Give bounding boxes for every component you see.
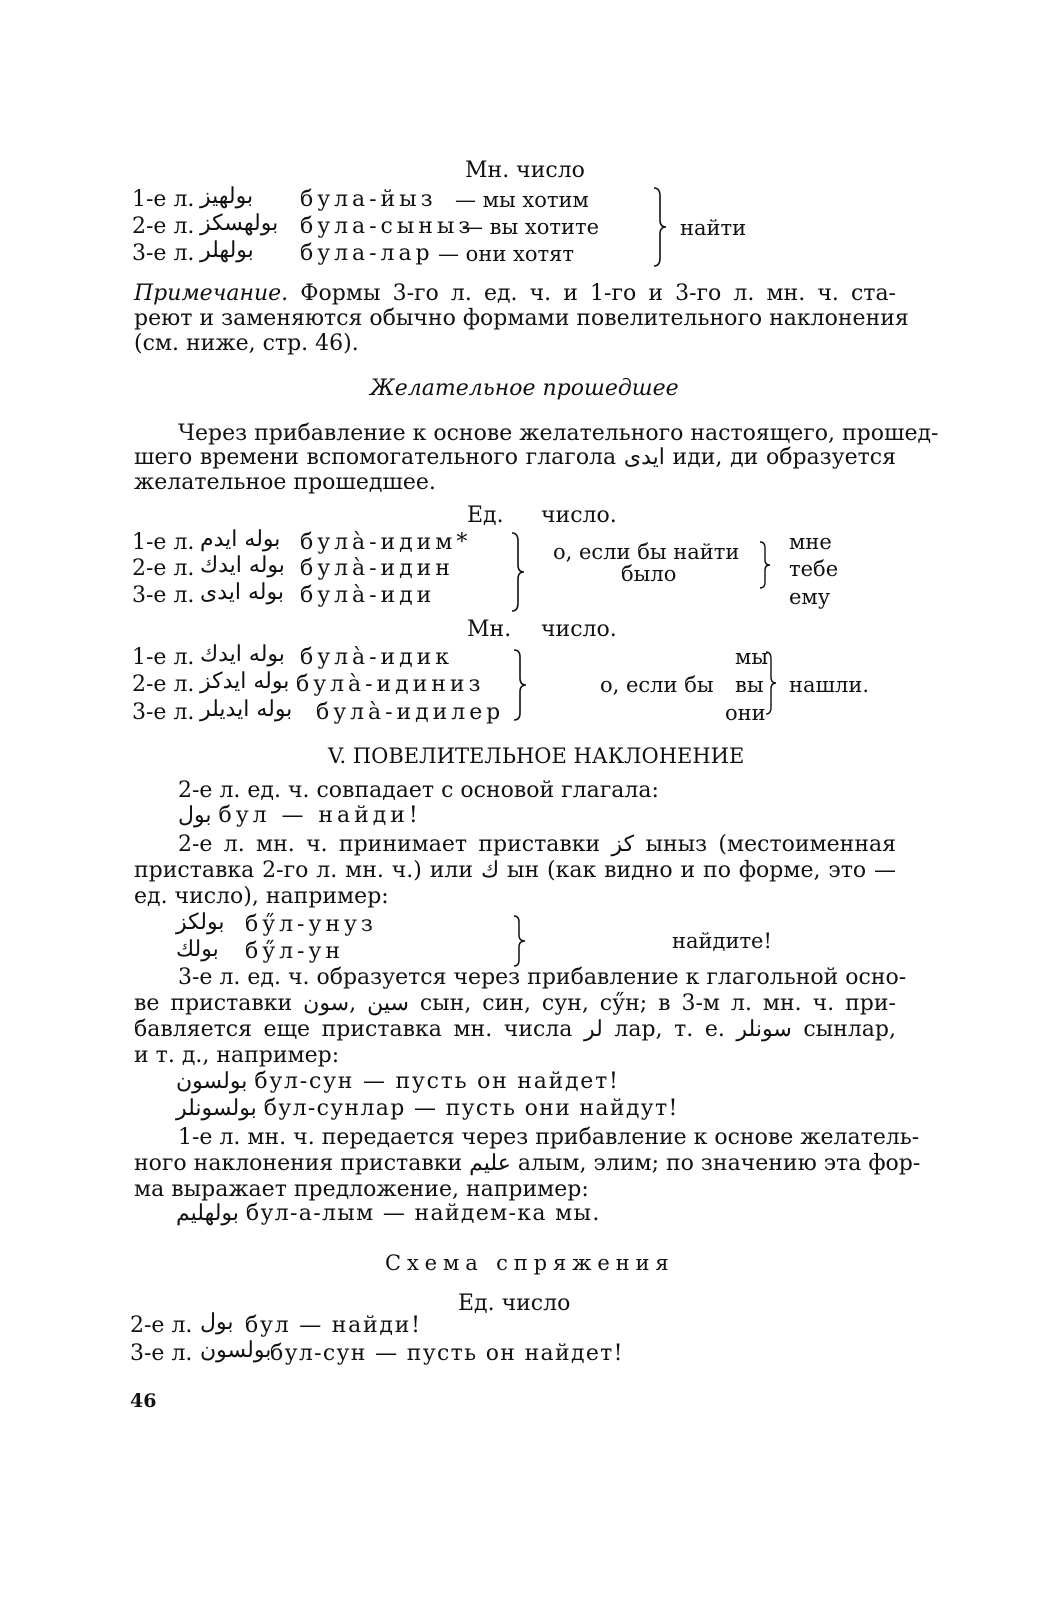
singular-mid-line2: было (621, 562, 677, 586)
note-line (134, 281, 896, 306)
person-label: 1-е л. (132, 530, 195, 555)
translit: бӳл-ун (245, 939, 344, 964)
arabic-word: بولکز (176, 910, 225, 935)
arabic-word: بولسونلر (176, 1096, 257, 1121)
paragraph-line: ного наклонения приставки علیم алым, элим; по значению эта фор- (134, 1151, 921, 1176)
note-line: (см. ниже, стр. 46). (134, 331, 359, 356)
right-brace (764, 650, 780, 716)
note-line-1-text: Формы 3-го л. ед. ч. и 1-го и 3-го л. мн. ч. ста- (300, 281, 896, 306)
translit: була-лар (300, 241, 434, 266)
right-brace (652, 186, 672, 268)
example-text: бул-а-лым — найдем-ка мы. (245, 1201, 601, 1226)
singular-mid-line1: о, если бы найти (553, 540, 740, 564)
translit: булà-идим* (300, 530, 472, 555)
person-label: 1-е л. (132, 187, 195, 212)
example-line (176, 1201, 601, 1226)
arabic-word: بوله ایدی (200, 580, 284, 605)
arabic-word: بولهیز (200, 184, 254, 209)
paragraph-line: желательное прошедшее. (134, 470, 436, 495)
person-label: 2-е л. (132, 556, 195, 581)
paragraph-line: ма выражает предложение, например: (134, 1177, 589, 1202)
example-text: бул — найди! (218, 803, 422, 828)
right-brace (512, 648, 532, 722)
scheme-title: Схема спряжения (385, 1251, 675, 1275)
section-title: V. ПОВЕЛИТЕЛЬНОЕ НАКЛОНЕНИЕ (328, 744, 745, 768)
paragraph-line: 2-е л. мн. ч. принимает приставки کز ыныз (местоименная (178, 832, 896, 857)
pronoun: они (725, 701, 766, 725)
paragraph-line: ве приставки سین ,سون сын, син, сун, сӳн; в 3-м л. мн. ч. при- (134, 991, 896, 1016)
paragraph-line: шего времени вспомогательного глагола ایدی иди, ди образуется (134, 445, 896, 470)
right-brace (510, 531, 530, 613)
arabic-word: بوله ایدك (200, 642, 285, 667)
paragraph-line: приставка 2-го л. мн. ч.) или ك ын (как видно и по форме, это — (134, 858, 896, 883)
section-title: Желательное прошедшее (370, 376, 679, 401)
scheme-text: бул-сун — пусть он найдет! (270, 1341, 624, 1366)
arabic-word: بولهسکز (200, 211, 279, 236)
arabic-word: بولك (176, 937, 219, 962)
arabic-word: بوله ایدك (200, 553, 285, 578)
arabic-word: بولسون (200, 1338, 272, 1363)
plural-header: Мн. число (465, 158, 585, 183)
person-label: 1-е л. (132, 645, 195, 670)
note-label: Примечание. (134, 281, 289, 306)
translit: була-сыныз (300, 214, 475, 239)
person-label: 2-е л. (132, 214, 195, 239)
arabic-word: بولهلر (200, 238, 254, 263)
note-line: реют и заменяются обычно формами повелительного наклонения (134, 306, 909, 331)
person-label: 3-е л. (132, 583, 195, 608)
arabic-word: بول (200, 1310, 234, 1335)
person-label: 2-е л. (130, 1313, 193, 1338)
person-label: 3-е л. (132, 241, 195, 266)
right-word: тебе (789, 557, 839, 581)
plural-right: нашли. (789, 673, 870, 697)
paragraph-line: бавляется еще приставка мн. числа لر лар, т. е. سونلر сынлар, (134, 1017, 896, 1042)
translit: булà-идин (300, 556, 454, 581)
translit: бӳл-унуз (245, 912, 377, 937)
person-label: 3-е л. (132, 700, 195, 725)
pronoun: вы (735, 673, 764, 697)
meaning: — вы хотите (462, 215, 600, 239)
example-text: бул-сунлар — пусть они найдут! (263, 1096, 679, 1121)
translit: булà-идик (300, 645, 453, 670)
singular-header-left: Ед. (467, 503, 504, 528)
right-word: ему (789, 585, 831, 609)
arabic-word: بوله ایدکز (200, 669, 290, 694)
arabic-word: بوله ایدم (200, 527, 281, 552)
example-line (176, 1069, 620, 1094)
bracket-label: найти (680, 216, 747, 240)
imperative-line: 2-е л. ед. ч. совпадает с основой глагала: (178, 778, 659, 803)
person-label: 2-е л. (132, 672, 195, 697)
arabic-word: بولسون (176, 1069, 248, 1094)
right-brace (512, 914, 530, 968)
plural-mid-prefix: о, если бы (600, 673, 714, 697)
pronoun: мы (735, 645, 769, 669)
arabic-word: بوله ایدیلر (200, 697, 293, 722)
paragraph-line: 3-е л. ед. ч. образуется через прибавление к глагольной осно- (178, 965, 907, 990)
right-brace (758, 540, 774, 590)
page-number: 46 (130, 1390, 157, 1412)
right-word: мне (789, 530, 832, 554)
translit: булà-иди (300, 583, 436, 608)
example-line (178, 803, 422, 828)
scheme-header: Ед. число (458, 1291, 571, 1316)
examples-meaning: найдите! (672, 929, 772, 953)
plural-header-right: число. (541, 617, 617, 642)
example-line (176, 1096, 679, 1121)
scheme-text: бул — найди! (245, 1313, 422, 1338)
meaning: — они хотят (438, 242, 574, 266)
meaning: — мы хотим (455, 188, 589, 212)
plural-header-left: Мн. (467, 617, 512, 642)
paragraph-line: ед. число), например: (134, 884, 389, 909)
arabic-word: بولهلیم (176, 1201, 239, 1226)
example-text: бул-сун — пусть он найдет! (254, 1069, 620, 1094)
paragraph-line: 1-е л. мн. ч. передается через прибавление к основе желатель- (178, 1125, 920, 1150)
translit: булà-идиниз (296, 672, 485, 697)
arabic-word: بول (178, 803, 212, 828)
paragraph-line: Через прибавление к основе желательного настоящего, прошед- (178, 421, 939, 446)
paragraph-line: и т. д., например: (134, 1043, 340, 1068)
person-label: 3-е л. (130, 1341, 193, 1366)
translit: булà-идилер (316, 700, 505, 725)
translit: була-йыз (300, 187, 437, 212)
singular-header-right: число. (541, 503, 617, 528)
